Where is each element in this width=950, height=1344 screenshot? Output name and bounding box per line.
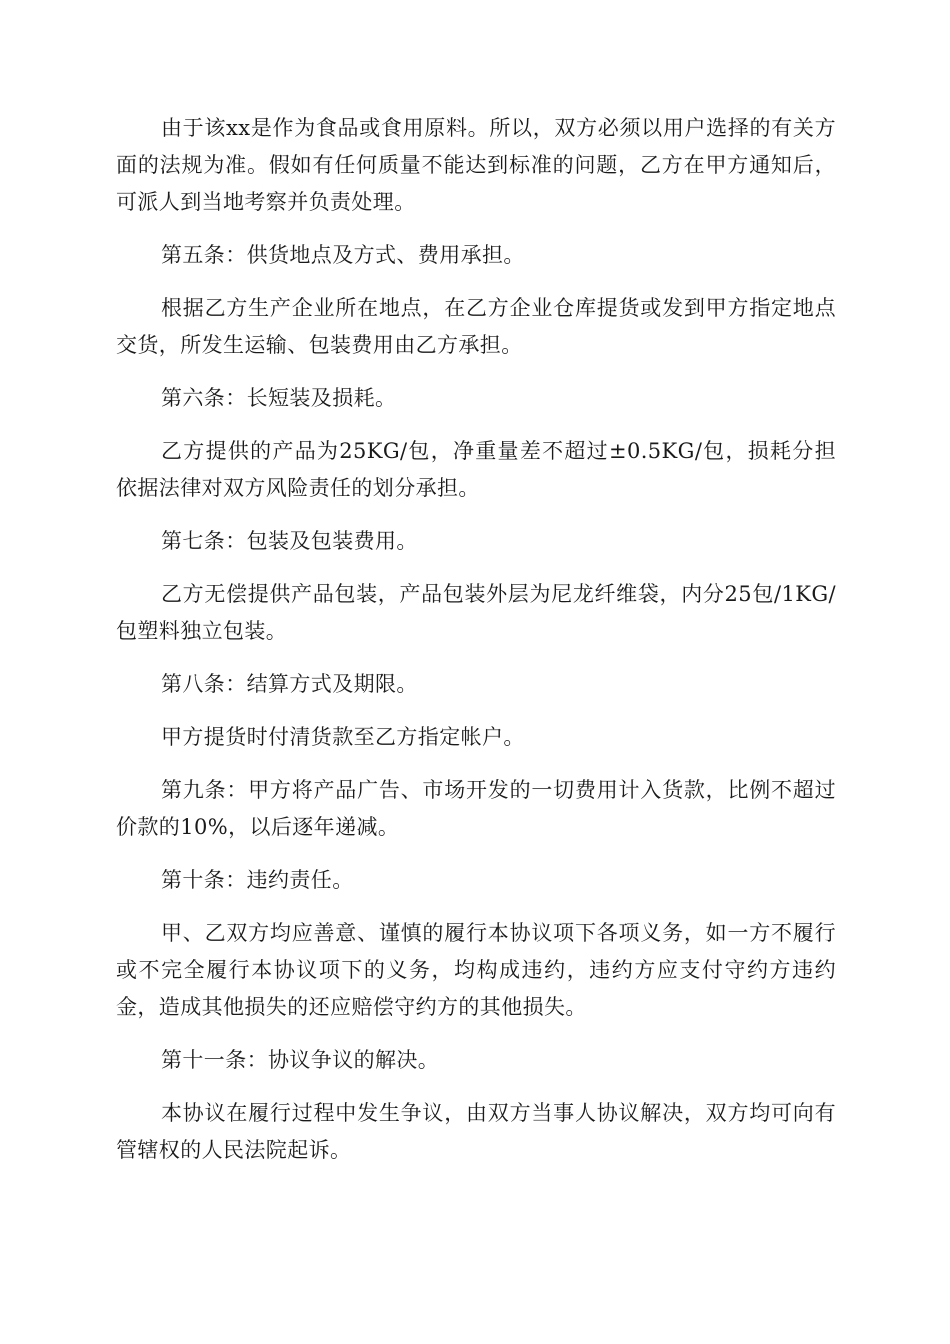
article-11-body: 本协议在履行过程中发生争议，由双方当事人协议解决，双方均可向有管辖权的人民法院起诉。: [116, 1101, 836, 1162]
article-5-body: 根据乙方生产企业所在地点，在乙方企业仓库提货或发到甲方指定地点交货，所发生运输、包装费用由乙方承担。: [116, 296, 836, 357]
article-6-heading: 第六条：长短装及损耗。: [161, 386, 397, 410]
quality-clause-paragraph: 由于该xx是作为食品或食用原料。所以，双方必须以用户选择的有关方面的法规为准。假如有任何质量不能达到标准的问题，乙方在甲方通知后，可派人到当地考察并负责处理。: [116, 116, 836, 214]
document-page: [116, 110, 836, 1185]
article-7-body: 乙方无偿提供产品包装，产品包装外层为尼龙纤维袋，内分25包/1KG/包塑料独立包装。: [116, 582, 836, 643]
article-8-body: 甲方提货时付清货款至乙方指定帐户。: [161, 725, 525, 749]
article-5-heading: 第五条：供货地点及方式、费用承担。: [161, 243, 525, 267]
article-8-heading: 第八条：结算方式及期限。: [161, 672, 418, 696]
article-7-heading: 第七条：包装及包装费用。: [161, 529, 418, 553]
article-11-heading: 第十一条：协议争议的解决。: [161, 1048, 440, 1072]
article-10-heading: 第十条：违约责任。: [161, 868, 354, 892]
article-10-body: 甲、乙双方均应善意、谨慎的履行本协议项下各项义务，如一方不履行或不完全履行本协议项下的义务，均构成违约，违约方应支付守约方违约金，造成其他损失的还应赔偿守约方的其他损失。: [116, 921, 836, 1019]
article-6-body: 乙方提供的产品为25KG/包，净重量差不超过±0.5KG/包，损耗分担依据法律对双方风险责任的划分承担。: [116, 439, 836, 500]
article-9-paragraph: 第九条：甲方将产品广告、市场开发的一切费用计入货款，比例不超过价款的10%，以后逐年递减。: [116, 778, 836, 839]
